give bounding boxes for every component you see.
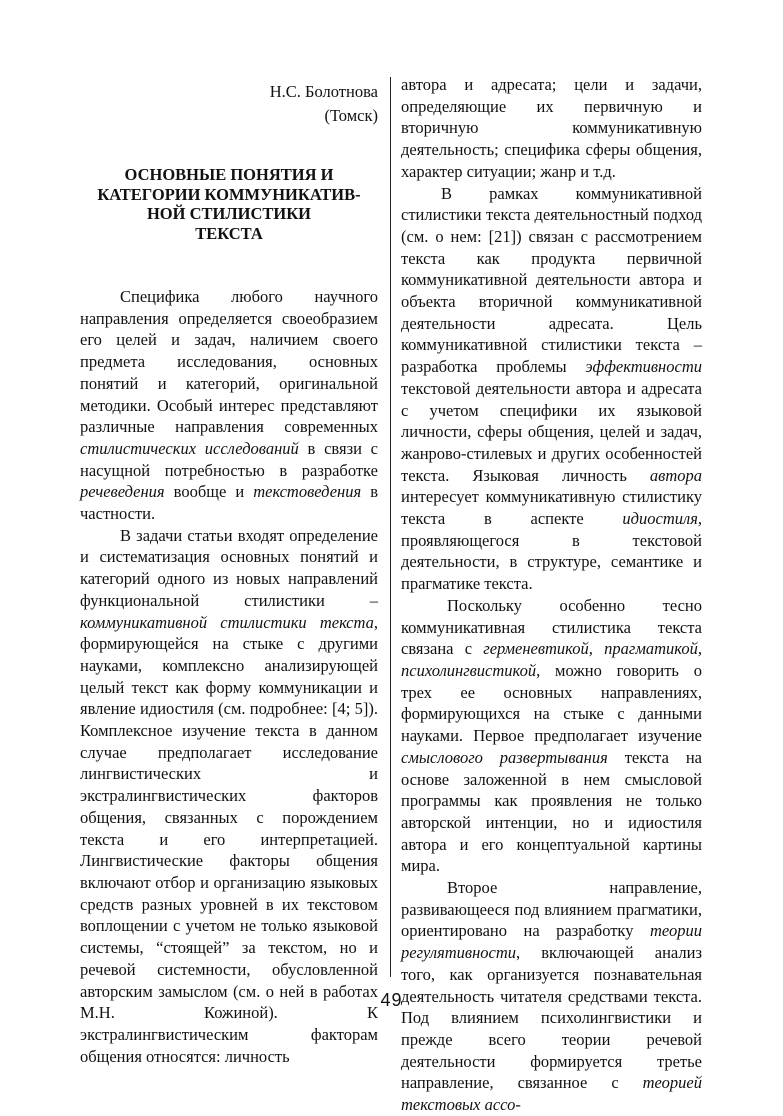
title-line: КАТЕГОРИИ КОММУНИКАТИВ- bbox=[97, 184, 361, 204]
text-run: вообще и bbox=[164, 482, 254, 502]
article-title bbox=[84, 165, 374, 243]
left-column bbox=[80, 286, 378, 1067]
italic-term: текстоведения bbox=[253, 482, 362, 502]
paragraph bbox=[80, 525, 378, 1068]
italic-term: смыслового развертывания bbox=[401, 747, 608, 767]
paragraph bbox=[401, 595, 702, 877]
text-run: в связи с насущной потребностью в разработке bbox=[80, 438, 379, 480]
text-run: интересует коммуникативную стилистику текста в аспекте bbox=[401, 487, 702, 529]
text-run: текста на основе заложенной в нем смысловой программы как проявления не только авторской интенции, но и идиостиля автора и его концептуальной картины мира. bbox=[401, 747, 702, 876]
text-run: , проявляющегося в текстовой деятельности, в структуре, семантике и прагматике текста. bbox=[401, 509, 702, 594]
text-run: , формирующейся на стыке с другими науками, комплексно анализирующей целый текст как форму коммуникации и явление идиостиля (см. подробнее: [4; 5]). Комплексное изучение текста в данном случае предполагает исследование лингвистических и экстралингвистических факторов общения, связанных с порождением текста и его интерпретацией. Лингвистические факторы общения включают отбор и организацию языковых средств разных уровней в их текстовом воплощении с учетом не только языковой системы, “стоящей” за текстом, но и речевой системности, обусловленной авторским замыслом (см. о ней в работах М.Н. Кожиной). К экстралингвистическим факторам общения относятся: личность bbox=[80, 612, 378, 1066]
title-line: ТЕКСТА bbox=[195, 223, 263, 243]
text-run: В рамках коммуникативной стилистики текста деятельностный подход (см. о нем: [21]) связан с рассмотрением текста как продукта первичной коммуникативной деятельности автора и объекта вторичной коммуникативной деятельности адресата. Цель коммуникативной стилистики текста – разработка проблемы bbox=[401, 183, 702, 377]
italic-term: теорией текстовых ассо- bbox=[401, 1073, 702, 1115]
italic-term: автора bbox=[649, 465, 702, 485]
text-run: Специфика любого научного направления определяется своеобразием его целей и задач, наличием своего предмета исследования, основных понятий и категорий, оригинальной методики. Особый интерес представляют различные направления современных bbox=[80, 287, 378, 437]
author-name: Н.С. Болотнова bbox=[269, 82, 378, 101]
text-run: в частности. bbox=[80, 482, 379, 524]
paragraph: автора и адресата; цели и задачи, определяющие их первичную и вторичную коммуникативную деятельность; специфика сферы общения, характер ситуации; жанр и т.д. bbox=[401, 75, 702, 181]
title-line: ОСНОВНЫЕ ПОНЯТИЯ И bbox=[124, 165, 334, 184]
right-column bbox=[401, 74, 702, 1116]
italic-term: эффективности bbox=[585, 357, 702, 377]
title-line: НОЙ СТИЛИСТИКИ bbox=[146, 204, 312, 223]
page-number: 49 bbox=[380, 990, 403, 1010]
text-run: текстовой деятельности автора и адресата с учетом специфики их языковой личности, сферы общения, целей и задач, жанрово-стилевых и других особенностей текста. Языковая личность bbox=[401, 378, 702, 485]
text-run: Поскольку особенно тесно коммуникативная стилистика текста связана с bbox=[401, 595, 702, 659]
paragraph bbox=[401, 183, 702, 595]
author-city: (Томск) bbox=[324, 106, 378, 125]
text-run: можно говорить о трех ее основных направлениях, формирующихся на стыке с данными науками. Первое предполагает изучение bbox=[401, 660, 702, 746]
italic-term: стилистических исследований bbox=[80, 438, 299, 458]
column-divider bbox=[390, 77, 391, 977]
text-run: Второе направление, развивающееся под влиянием прагматики, ориентировано на разработку bbox=[401, 878, 702, 941]
text-run: , включающей анализ того, как организуется познавательная деятельность читателя средствами текста. Под влиянием психолингвистики и прежде всего теории речевой деятельности формируется третье направление, связанное с bbox=[401, 943, 702, 1093]
italic-term: идиостиля bbox=[622, 509, 698, 529]
italic-term: герменевтикой, прагматикой, психолингвистикой, bbox=[401, 639, 702, 680]
text-run: В задачи статьи входят определение и систематизация основных понятий и категорий одного из новых направлений функциональной стилистики – bbox=[80, 525, 378, 610]
italic-term: речеведения bbox=[80, 482, 165, 502]
paragraph bbox=[80, 286, 378, 525]
italic-term: теории регулятивности bbox=[401, 921, 702, 963]
italic-term: коммуникативной стилистики текста bbox=[80, 612, 374, 632]
